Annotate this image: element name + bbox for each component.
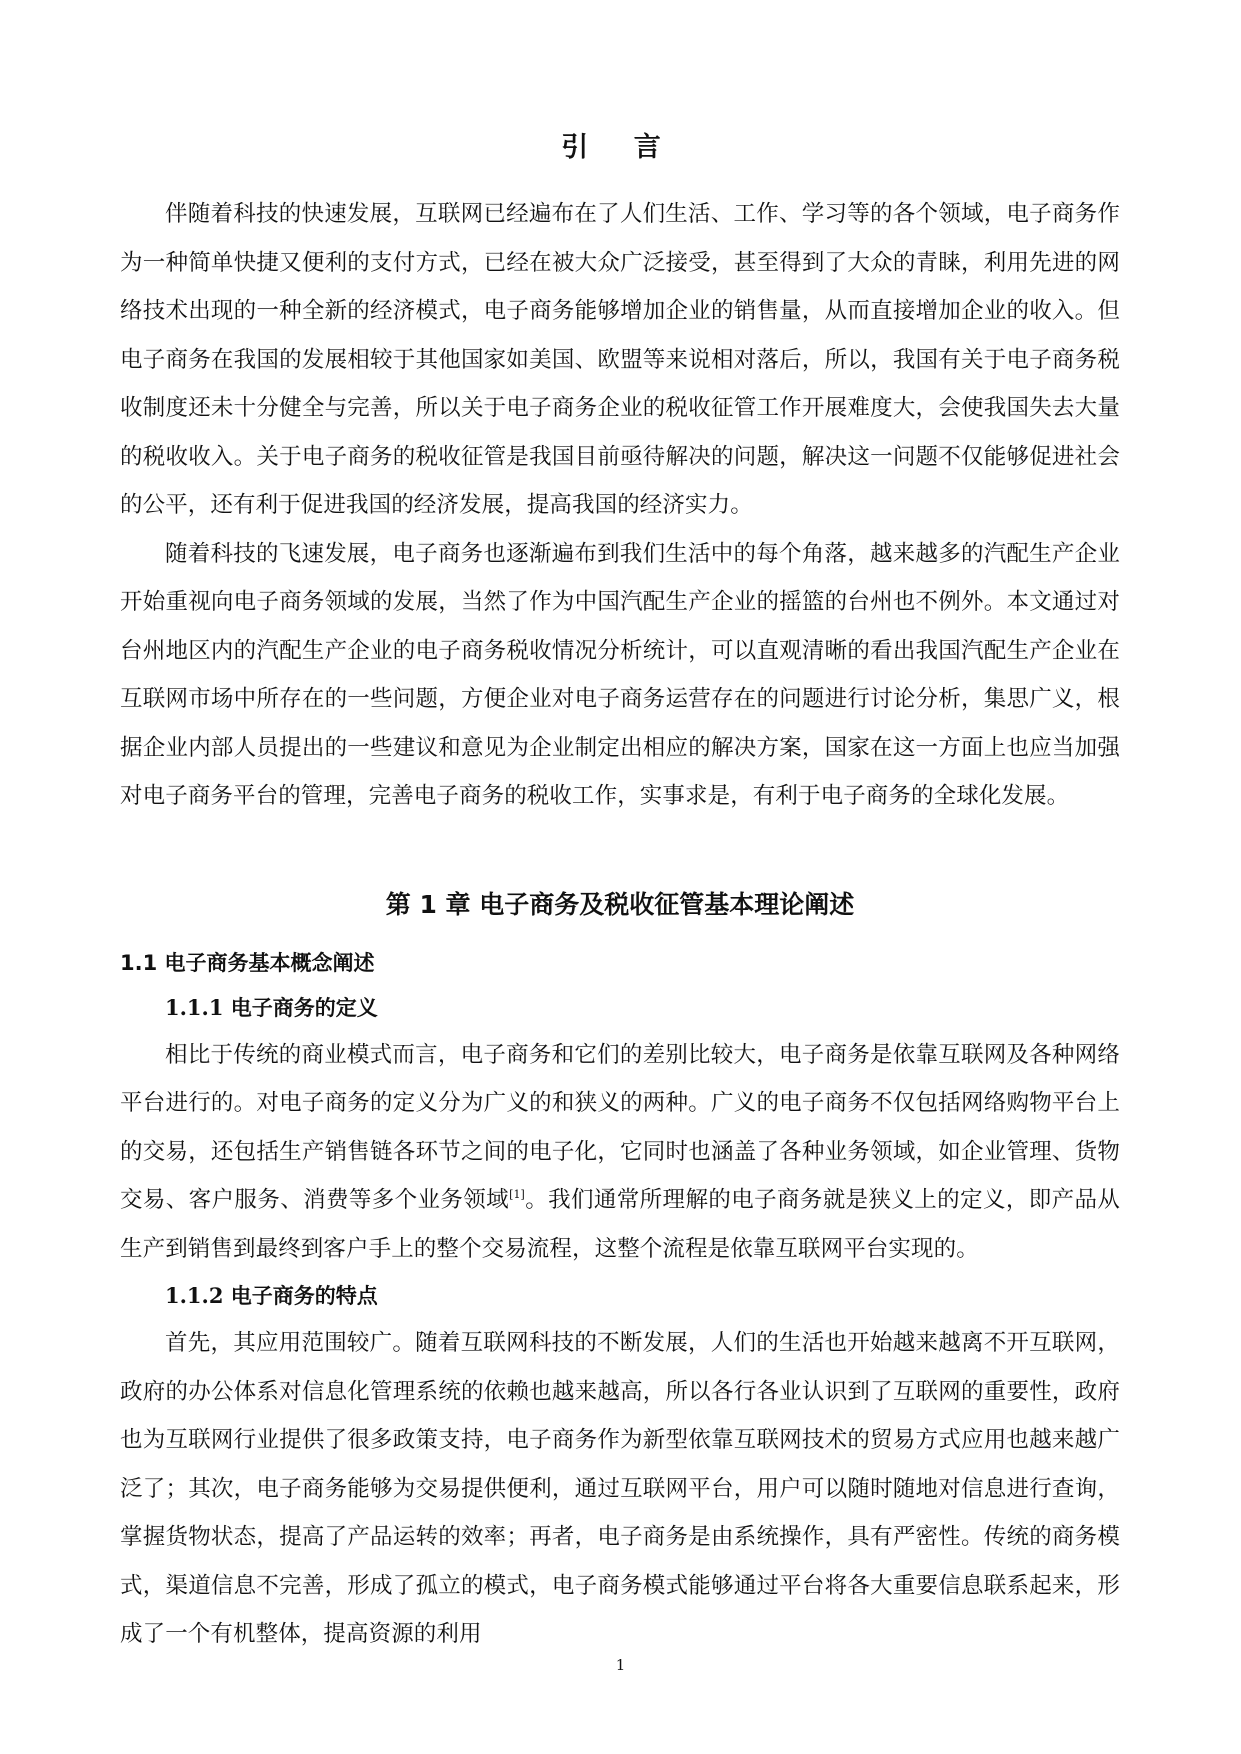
intro-paragraph-2: 随着科技的飞速发展，电子商务也逐渐遍布到我们生活中的每个角落，越来越多的汽配生产企业开始重视向电子商务领域的发展，当然了作为中国汽配生产企业的摇篮的台州也不例外。本文通过对台州地区内的汽配生产企业的电子商务税收情况分析统计，可以直观清晰的看出我国汽配生产企业在互联网市场中所存在的一些问题，方便企业对电子商务运营存在的问题进行讨论分析，集思广义，根据企业内部人员提出的一些建议和意见为企业制定出相应的解决方案，国家在这一方面上也应当加强对电子商务平台的管理，完善电子商务的税收工作，实事求是，有利于电子商务的全球化发展。 xyxy=(120,540,1120,809)
definition-text-part-2: 。我们通常所理解的电子商务就是狭义上的定义，即产品从生产到销售到最终到客户手上的整个交易流程，这整个流程是依靠互联网平台实现的。 xyxy=(120,1187,1120,1262)
features-paragraph: 首先，其应用范围较广。随着互联网科技的不断发展，人们的生活也开始越来越离不开互联网，政府的办公体系对信息化管理系统的依赖也越来越高，所以各行各业认识到了互联网的重要性，政府也为互联网行业提供了很多政策支持，电子商务作为新型依靠互联网技术的贸易方式应用也越来越广泛了；其次，电子商务能够为交易提供便利，通过互联网平台，用户可以随时随地对信息进行查询，掌握货物状态，提高了产品运转的效率；再者，电子商务是由系统操作，具有严密性。传统的商务模式，渠道信息不完善，形成了孤立的模式，电子商务模式能够通过平台将各大重要信息联系起来，形成了一个有机整体，提高资源的利用 xyxy=(120,1330,1120,1647)
introduction-title: 引 言 xyxy=(561,132,679,163)
chapter-1-title: 第 1 章 电子商务及税收征管基本理论阐述 xyxy=(385,889,855,919)
section-1-1-title: 1.1 电子商务基本概念阐述 xyxy=(120,950,375,975)
definition-text-part-1: 相比于传统的商业模式而言，电子商务和它们的差别比较大，电子商务是依靠互联网及各种网络平台进行的。对电子商务的定义分为广义的和狭义的两种。广义的电子商务不仅包括网络购物平台上的交易，还包括生产销售链各环节之间的电子化，它同时也涵盖了各种业务领域，如企业管理、货物交易、客户服务、消费等多个业务领域 xyxy=(120,1041,1120,1213)
page-content xyxy=(120,128,1120,1659)
subsection-1-1-2-title: 1.1.2 电子商务的特点 xyxy=(165,1283,378,1308)
intro-paragraph-1: 伴随着科技的快速发展，互联网已经遍布在了人们生活、工作、学习等的各个领域，电子商务作为一种简单快捷又便利的支付方式，已经在被大众广泛接受，甚至得到了大众的青睐，利用先进的网络技术出现的一种全新的经济模式，电子商务能够增加企业的销售量，从而直接增加企业的收入。但电子商务在我国的发展相较于其他国家如美国、欧盟等来说相对落后，所以，我国有关于电子商务税收制度还未十分健全与完善，所以关于电子商务企业的税收征管工作开展难度大，会使我国失去大量的税收收入。关于电子商务的税收征管是我国目前亟待解决的问题，解决这一问题不仅能够促进社会的公平，还有利于促进我国的经济发展，提高我国的经济实力。 xyxy=(120,201,1120,518)
page-number: 1 xyxy=(615,1656,626,1674)
definition-paragraph xyxy=(120,1031,1120,1274)
subsection-1-1-1-title: 1.1.1 电子商务的定义 xyxy=(165,994,378,1020)
citation-reference: [1] xyxy=(509,1188,525,1201)
